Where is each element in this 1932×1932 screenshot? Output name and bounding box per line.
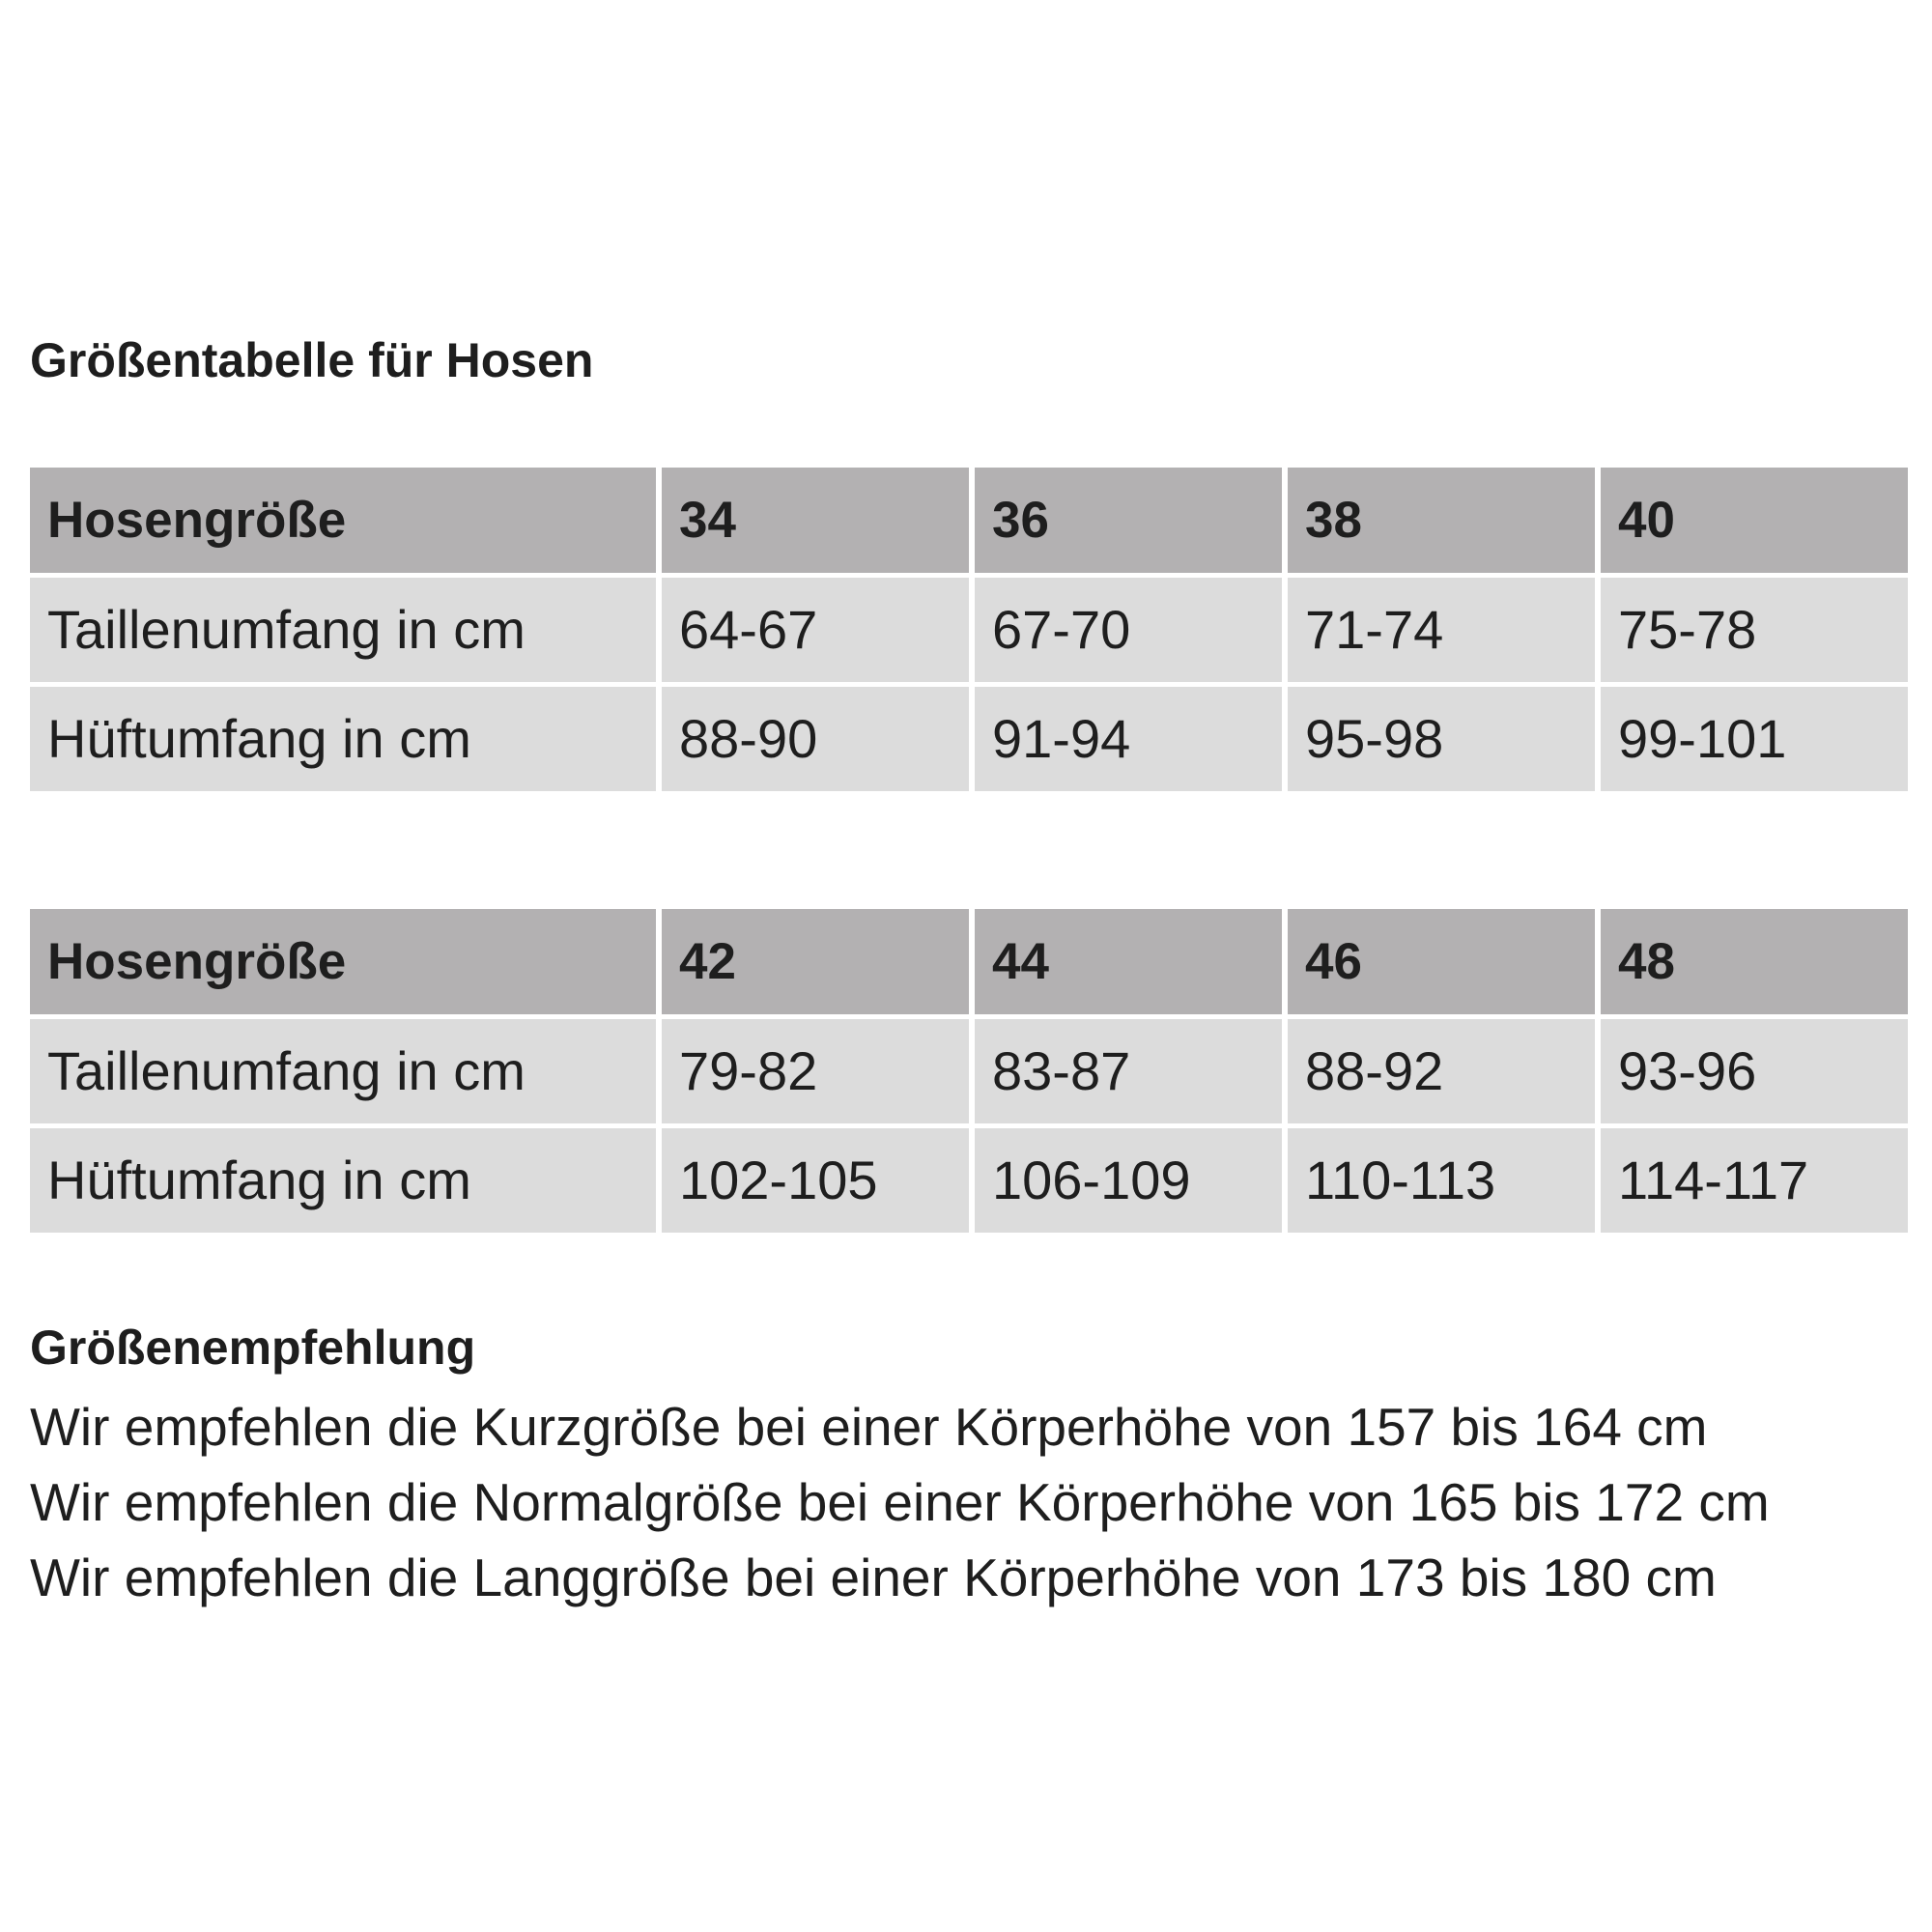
header-cell-label: Hosengröße [30,909,656,1014]
table-header-row [30,468,1908,573]
row-label: Taillenumfang in cm [30,578,656,682]
header-cell-size: 38 [1288,468,1595,573]
page-title: Größentabelle für Hosen [30,333,594,387]
table-header-row [30,909,1908,1014]
recommendation-line: Wir empfehlen die Langgröße bei einer Körperhöhe von 173 bis 180 cm [30,1548,1717,1607]
row-label: Taillenumfang in cm [30,1019,656,1123]
header-cell-label: Hosengröße [30,468,656,573]
recommendation-list [30,1389,1770,1615]
table-cell: 102-105 [662,1128,969,1233]
recommendation-title: Größenempfehlung [30,1321,476,1375]
table-cell: 75-78 [1601,578,1908,682]
recommendation-line: Wir empfehlen die Kurzgröße bei einer Körperhöhe von 157 bis 164 cm [30,1397,1708,1457]
header-cell-size: 40 [1601,468,1908,573]
table-row [30,687,1908,791]
table-row [30,1128,1908,1233]
size-table-2 [24,904,1914,1237]
table-cell: 67-70 [975,578,1282,682]
table-cell: 71-74 [1288,578,1595,682]
recommendation-line: Wir empfehlen die Normalgröße bei einer Körperhöhe von 165 bis 172 cm [30,1472,1770,1532]
row-label: Hüftumfang in cm [30,687,656,791]
table-cell: 64-67 [662,578,969,682]
table-cell: 95-98 [1288,687,1595,791]
table-cell: 83-87 [975,1019,1282,1123]
header-cell-size: 36 [975,468,1282,573]
size-table-1 [24,463,1914,796]
table-cell: 79-82 [662,1019,969,1123]
table-row [30,578,1908,682]
header-cell-size: 44 [975,909,1282,1014]
table-cell: 93-96 [1601,1019,1908,1123]
header-cell-size: 46 [1288,909,1595,1014]
table-cell: 106-109 [975,1128,1282,1233]
row-label: Hüftumfang in cm [30,1128,656,1233]
table-cell: 110-113 [1288,1128,1595,1233]
table-cell: 114-117 [1601,1128,1908,1233]
table-cell: 99-101 [1601,687,1908,791]
table-cell: 88-92 [1288,1019,1595,1123]
table-row [30,1019,1908,1123]
header-cell-size: 48 [1601,909,1908,1014]
table-cell: 91-94 [975,687,1282,791]
table-cell: 88-90 [662,687,969,791]
header-cell-size: 34 [662,468,969,573]
header-cell-size: 42 [662,909,969,1014]
